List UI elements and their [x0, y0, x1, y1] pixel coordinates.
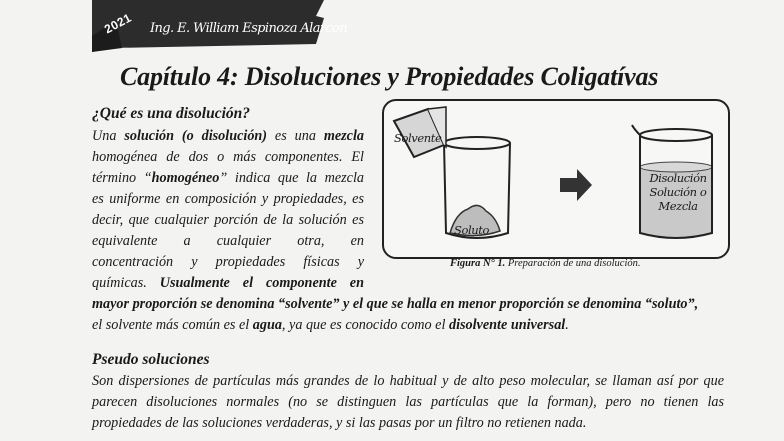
column-line: químicas. Usualmente el componente en — [92, 275, 364, 291]
full-width-line-1: mayor proporción se denomina “solvente” y el que se halla en menor proporción se denomina “soluto”, — [92, 296, 699, 312]
paragraph-line: parecen disoluciones normales (no se distinguen las partículas que la forman), pero no tienen las — [92, 394, 724, 410]
header-banner — [92, 0, 348, 52]
paragraph-line: Son dispersiones de partículas más grandes de lo habitual y de alto peso molecular, se llaman así por que — [92, 373, 724, 389]
figure-frame — [382, 99, 730, 259]
section-heading-pseudo: Pseudo soluciones — [92, 351, 210, 368]
section-heading-disolucion: ¿Qué es una disolución? — [92, 105, 251, 122]
arrow-right-icon — [560, 169, 592, 201]
label-soluto: Soluto — [454, 223, 490, 237]
figure-caption: Figura N° 1. Preparación de una disolución. — [450, 258, 641, 269]
column-line: Una solución (o disolución) es una mezcla — [92, 128, 364, 144]
pseudo-paragraph — [92, 371, 724, 434]
chapter-title: Capítulo 4: Disoluciones y Propiedades Coligatívas — [120, 62, 659, 91]
label-mezcla: Disolución Solución o Mezcla — [649, 171, 707, 213]
banner-year: 2021 — [102, 10, 134, 37]
column-line: término “homogéneo” indica que la mezcla — [92, 170, 364, 186]
definition-column — [92, 126, 364, 294]
banner-author: Ing. E. William Espinoza Alarcon — [150, 21, 348, 36]
paragraph-line: propiedades de las soluciones verdaderas, y si las pasas por un filtro no retienen nada. — [92, 415, 587, 431]
column-line: equivalente a cualquier otra, en — [92, 233, 364, 249]
column-line: es uniforme en composición y propiedades, es — [92, 191, 364, 207]
column-line: decir, que cualquier porción de la solución es — [92, 212, 364, 228]
column-line: concentración y propiedades físicas y — [92, 254, 364, 270]
label-solvente: Solvente — [394, 131, 442, 145]
column-line: homogénea de dos o más componentes. El — [92, 149, 364, 165]
full-width-line-2: el solvente más común es el agua, ya que es conocido como el disolvente universal. — [92, 317, 569, 333]
